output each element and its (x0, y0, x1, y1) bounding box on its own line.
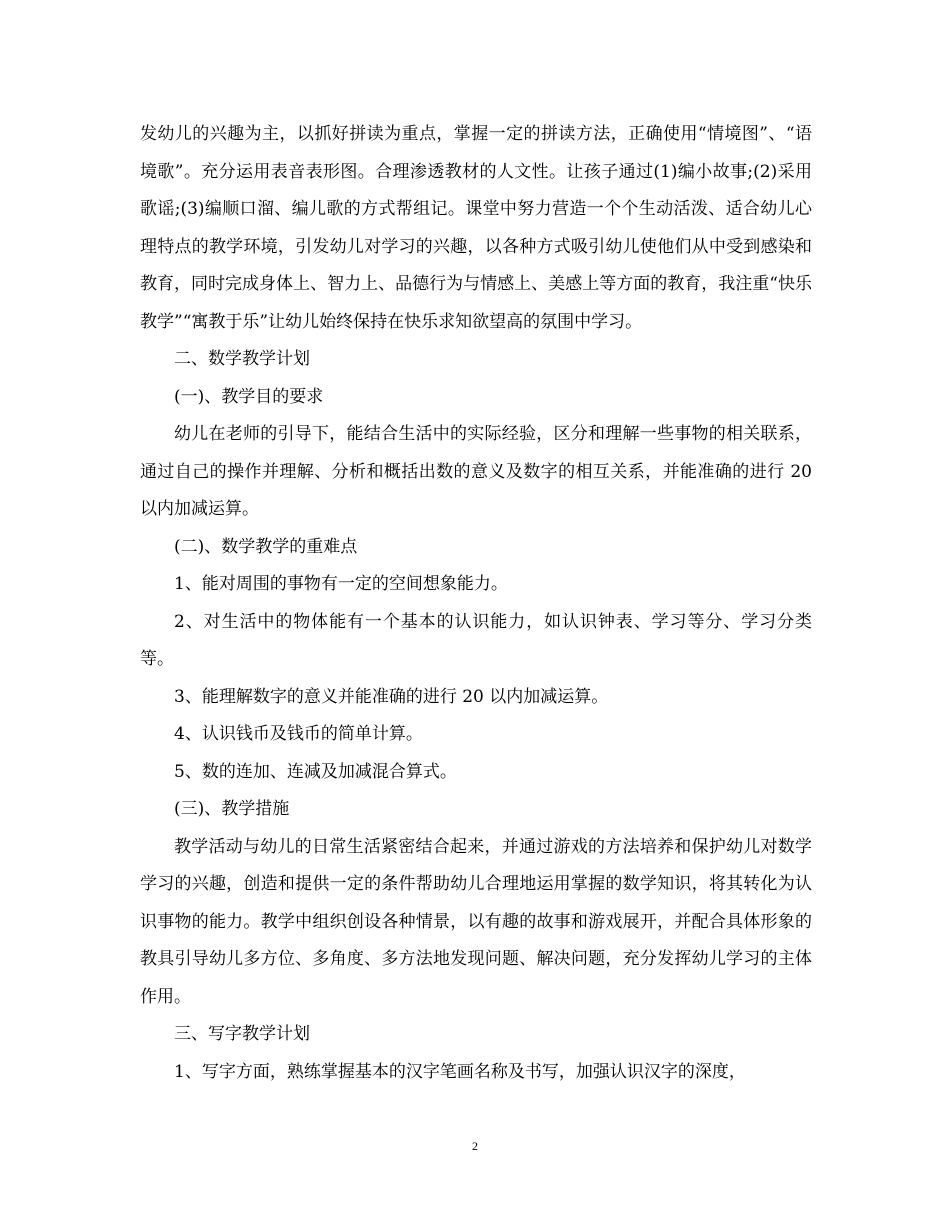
list-item-2: 2、对生活中的物体能有一个基本的认识能力，如认识钟表、学习等分、学习分类等。 (140, 611, 812, 669)
paragraph-measures: 教学活动与幼儿的日常生活紧密结合起来，并通过游戏的方法培养和保护幼儿对数学学习的兴趣，创造和提供一定的条件帮助幼儿合理地运用掌握的数学知识，将其转化为认识事物的能力。教学中组织创设各种情景，以有趣的故事和游戏展开，并配合具体形象的教具引导幼儿多方位、多角度、多方法地发现问题、解决问题，充分发挥幼儿学习的主体作用。 (140, 836, 812, 1007)
paragraph-continued: 发幼儿的兴趣为主，以抓好拼读为重点，掌握一定的拼读方法，正确使用“情境图”、“语境歌”。充分运用表音表形图。合理渗透教材的人文性。让孩子通过(1)编小故事;(2)采用歌谣;(3)编顺口溜、编儿歌的方式帮组记。课堂中努力营造一个个生动活泼、适合幼儿心理特点的教学环境，引发幼儿对学习的兴趣，以各种方式吸引幼儿使他们从中受到感染和教育，同时完成身体上、智力上、品德行为与情感上、美感上等方面的教育，我注重“快乐教学”“寓教于乐”让幼儿始终保持在快乐求知欲望高的氛围中学习。 (140, 124, 812, 332)
heading-writing-plan: 三、写字教学计划 (174, 1024, 310, 1044)
list-item-3: 3、能理解数字的意义并能准确的进行 20 以内加减运算。 (174, 686, 609, 707)
heading-math-plan: 二、数学教学计划 (174, 349, 310, 369)
paragraph-writing: 1、写字方面，熟练掌握基本的汉字笔画名称及书写，加强认识汉字的深度， (174, 1061, 746, 1082)
list-item-5: 5、数的连加、连减及加减混合算式。 (174, 761, 457, 782)
subheading-goals: (一)、教学目的要求 (174, 386, 324, 407)
page-number: 2 (472, 1139, 478, 1153)
subheading-measures: (三)、教学措施 (174, 799, 290, 819)
subheading-key-points: (二)、数学教学的重难点 (174, 536, 358, 557)
paragraph-goals: 幼儿在老师的引导下，能结合生活中的实际经验，区分和理解一些事物的相关联系，通过自己的操作并理解、分析和概括出数的意义及数字的相互关系，并能准确的进行 20 以内加减运算。 (140, 424, 812, 519)
page-body (140, 116, 812, 1091)
list-item-4: 4、认识钱币及钱币的简单计算。 (174, 724, 423, 744)
list-item-1: 1、能对周围的事物有一定的空间想象能力。 (174, 574, 508, 594)
